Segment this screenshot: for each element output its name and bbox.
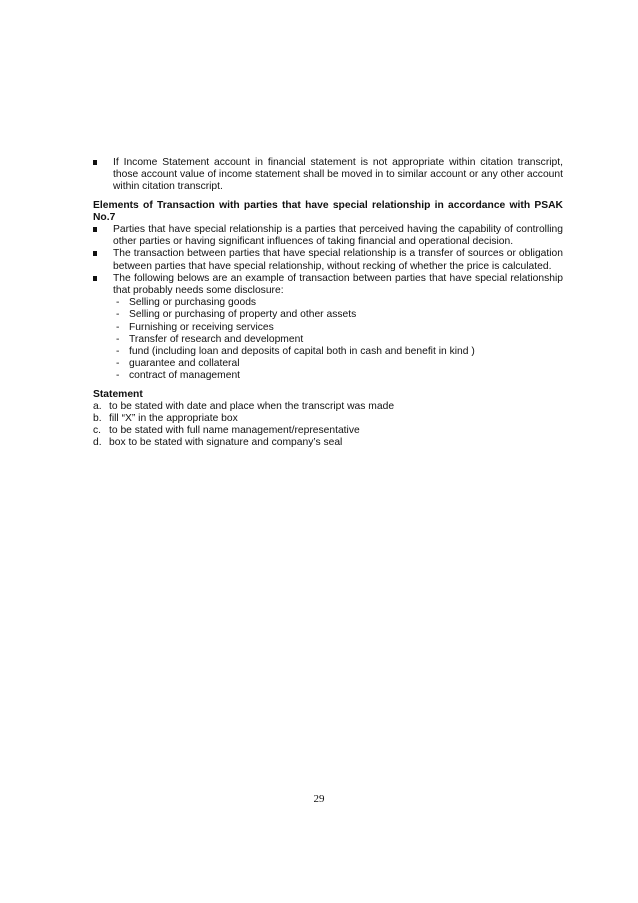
- statement-heading: Statement: [93, 388, 143, 400]
- statement-item: [93, 401, 563, 413]
- page-number: 29: [313, 793, 325, 805]
- dash-icon: -: [116, 321, 120, 333]
- dash-icon: -: [116, 309, 120, 321]
- statement-letter: d.: [93, 437, 102, 449]
- dash-icon: -: [116, 346, 120, 358]
- square-bullet-icon: [93, 227, 97, 232]
- elements-bullet-text: The following belows are an example of transaction between parties that have special relationship that probably needs some disclosure:: [113, 272, 563, 297]
- example-text: Selling or purchasing of property and other assets: [129, 309, 357, 321]
- example-item: [113, 358, 563, 370]
- elements-bullet-list: [93, 224, 563, 383]
- example-item: [113, 297, 563, 309]
- example-text: Selling or purchasing goods: [129, 297, 257, 309]
- intro-bullet-list: [93, 157, 563, 194]
- statement-item: [93, 425, 563, 437]
- dash-icon: -: [116, 333, 120, 345]
- example-item: [113, 309, 563, 321]
- dash-icon: -: [116, 297, 120, 309]
- example-item: [113, 334, 563, 346]
- elements-bullet-item: [93, 224, 563, 248]
- example-text: Transfer of research and development: [129, 333, 304, 345]
- statement-text: box to be stated with signature and company’s seal: [109, 437, 343, 449]
- square-bullet-icon: [93, 251, 97, 256]
- intro-bullet-item: [93, 157, 563, 194]
- dash-icon: -: [116, 370, 120, 382]
- examples-list: [113, 297, 563, 382]
- example-text: fund (including loan and deposits of capital both in cash and benefit in kind ): [129, 346, 475, 358]
- statement-letter: c.: [93, 425, 102, 437]
- example-text: guarantee and collateral: [129, 358, 240, 370]
- page-content: [93, 157, 563, 450]
- elements-bullet-item: [93, 248, 563, 272]
- intro-bullet-text: If Income Statement account in financial statement is not appropriate within citation transcript, those account value of income statement shall be moved in to similar account or any other account within citation transcript.: [113, 157, 563, 193]
- statement-item: [93, 437, 563, 449]
- statement-letter: b.: [93, 413, 102, 425]
- statement-item: [93, 413, 563, 425]
- example-text: Furnishing or receiving services: [129, 321, 274, 333]
- elements-bullet-item: [93, 273, 563, 383]
- statement-letter: a.: [93, 400, 102, 412]
- square-bullet-icon: [93, 160, 97, 165]
- example-item: [113, 322, 563, 334]
- statement-text: fill “X” in the appropriate box: [109, 413, 238, 425]
- dash-icon: -: [116, 358, 120, 370]
- square-bullet-icon: [93, 276, 97, 281]
- example-item: [113, 346, 563, 358]
- statement-list: [93, 401, 563, 450]
- statement-text: to be stated with date and place when the transcript was made: [109, 400, 395, 412]
- example-item: [113, 370, 563, 382]
- elements-heading: Elements of Transaction with parties that have special relationship in accordance with PSAK No.7: [93, 199, 563, 223]
- statement-text: to be stated with full name management/representative: [109, 425, 360, 437]
- example-text: contract of management: [129, 370, 241, 382]
- elements-bullet-text: Parties that have special relationship is a parties that perceived having the capability of controlling other parties or having significant influences of taking financial and operational decision.: [113, 224, 563, 248]
- elements-bullet-text: The transaction between parties that have special relationship is a transfer of sources or obligation between parties that have special relationship, without recking of whether the price is calculated.: [113, 248, 563, 272]
